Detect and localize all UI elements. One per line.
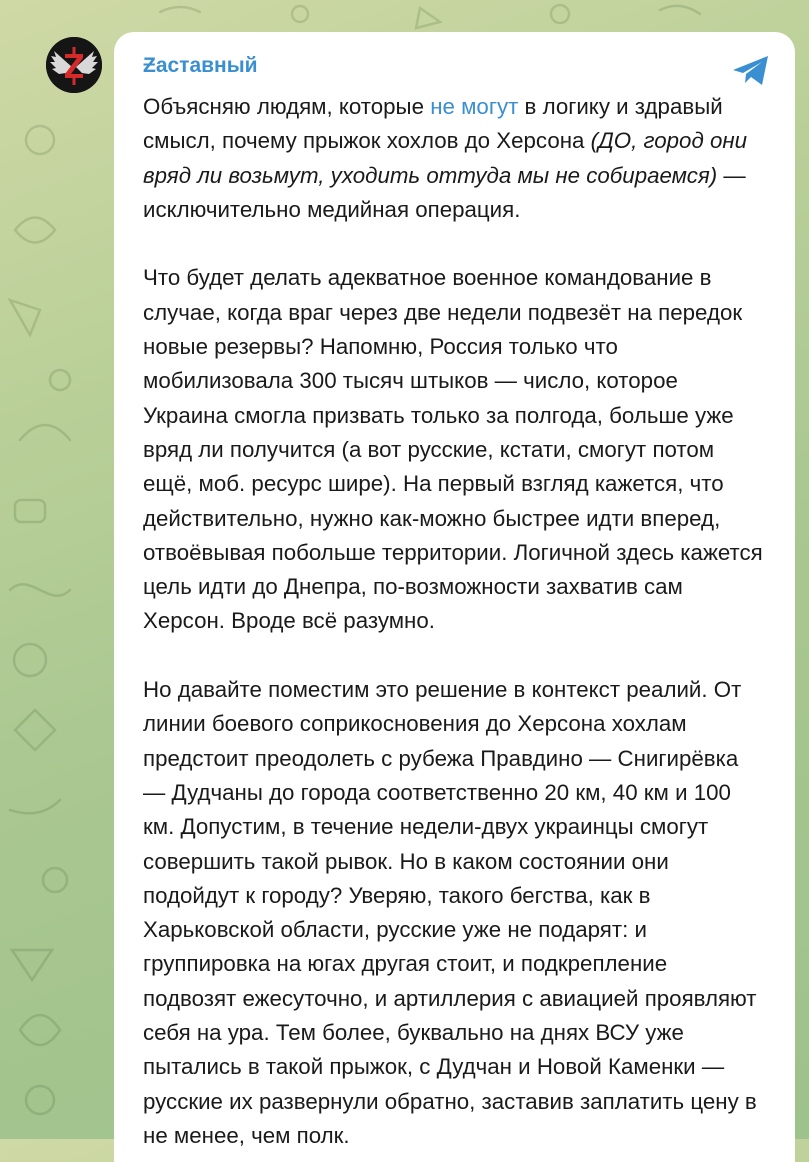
paragraph-1: Объясняю людям, которые не могут в логику и здравый смысл, почему прыжок хохлов до Херсона (ДО, город они вряд ли возьмут, уходить оттуда мы не собираемся) — исключительно медийная операция.	[143, 94, 748, 222]
text-link[interactable]: не могут	[430, 94, 519, 119]
paragraph-3: Но давайте поместим это решение в контекст реалий. От линии боевого соприкосновения до Херсона хохлам предстоит преодолеть с рубежа Правдино — Снигирёвка — Дудчаны до города соответственно 20 км, 40 км и 100 км. Допустим, в течение недели-двух украинцы смогут совершить такой рывок. Но в каком состоянии они подойдут к городу? Уверяю, такого бегства, как в Харьковской области, русские уже не подарят: и группировка на югах другая стоит, и подкрепление подвозят ежесуточно, и артиллерия с авиацией проявляют себя на ура. Тем более, буквально на днях ВСУ уже пытались в такой прыжок, с Дудчан и Новой Каменки — русские их развернули обратно, заставив заплатить цену в не менее, чем полк.	[143, 677, 757, 1148]
post-text	[143, 90, 765, 1153]
channel-name[interactable]: Ƶаставный	[143, 54, 258, 77]
paragraph-2: Что будет делать адекватное военное командование в случае, когда враг через две недели подвезёт на передок новые резервы? Напомню, Россия только что мобилизовала 300 тысяч штыков — число, которое Украина смогла призвать только за полгода, больше уже вряд ли получится (а вот русские, кстати, смогут потом ещё, моб. ресурс шире). На первый взгляд кажется, что действительно, нужно как-можно быстрее идти вперед, отвоёвывая побольше территории. Логичной здесь кажется цель идти до Днепра, по-возможности захватив сам Херсон. Вроде всё разумно.	[143, 265, 763, 634]
telegram-icon[interactable]	[731, 54, 771, 88]
message-bubble	[114, 32, 795, 1162]
message-header	[143, 52, 765, 96]
channel-avatar[interactable]	[46, 37, 102, 93]
winged-z-logo-icon	[46, 37, 102, 93]
italic-aside: (ДО, город они вряд ли возьмут, уходить оттуда мы не собираемся)	[143, 128, 748, 188]
